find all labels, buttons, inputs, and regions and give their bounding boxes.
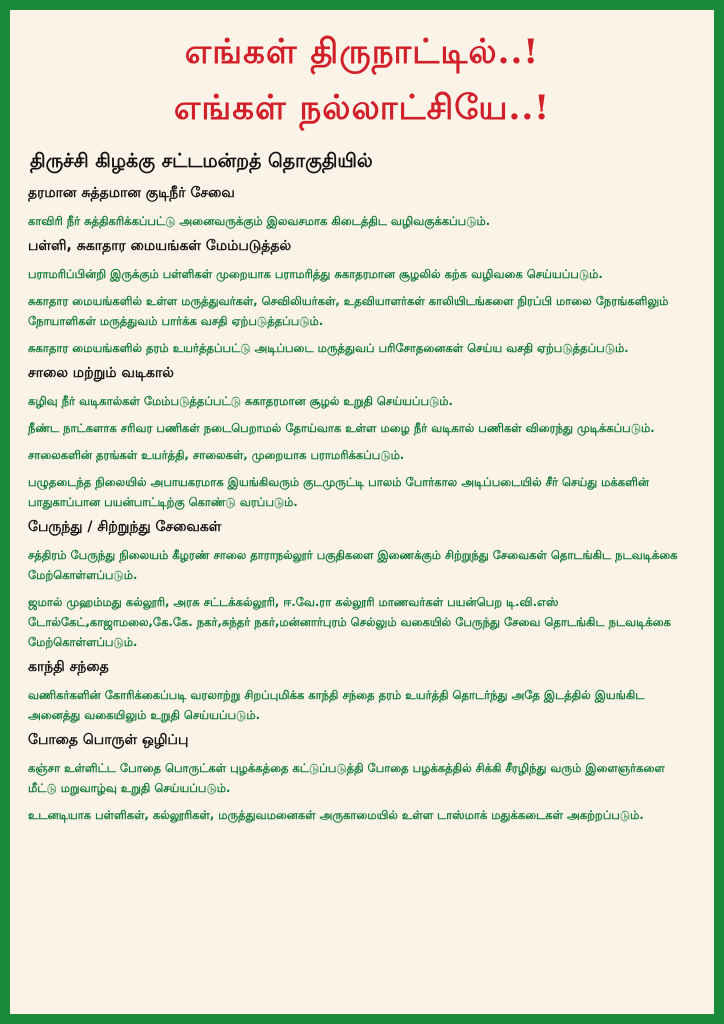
section-roads-drainage — [28, 365, 692, 512]
section-item: சத்திரம் பேருந்து நிலையம் கீழரண் சாலை தாராநல்லூர் பகுதிகளை இணைக்கும் சிற்றுந்து சேவைகள் தொடங்கிட நடவடிக்கை மேற்கொள்ளப்படும். — [28, 548, 678, 582]
section-item: கழிவு நீர் வடிகால்கள் மேம்படுத்தப்பட்டு சுகாதரமான சூழல் உறுதி செய்யப்படும். — [28, 394, 453, 408]
section-bus-services — [28, 519, 692, 652]
constituency-heading: திருச்சி கிழக்கு சட்டமன்றத் தொகுதியில் — [30, 150, 373, 172]
section-title: சாலை மற்றும் வடிகால் — [28, 365, 174, 381]
section-item: பழுதடைந்த நிலையில் அபாயகரமாக இயங்கிவரும் குடமுருட்டி பாலம் போர்கால அடிப்படையில் சீர் செய்து மக்களின் பாதுகாப்பான பயன்பாட்டிற்கு கொண்டு வரப்படும். — [28, 475, 649, 509]
headline-line-1: எங்கள் திருநாட்டில்..! — [184, 32, 540, 72]
section-drug-eradication — [28, 732, 692, 825]
section-item: உடனடியாக பள்ளிகள், கல்லூரிகள், மருத்துவமனைகள் அருகாமையில் உள்ள டாஸ்மாக் மதுக்கடைகள் அகற்றப்படும். — [28, 808, 644, 822]
section-title: காந்தி சந்தை — [28, 659, 109, 675]
section-item: சாலைகளின் தரங்கள் உயர்த்தி, சாலைகள், முறையாக பராமரிக்கப்படும். — [28, 448, 405, 462]
section-drinking-water — [28, 185, 692, 231]
section-item: கஞ்சா உள்ளிட்ட போதை பொருட்கள் புழக்கத்தை கட்டுப்படுத்தி போதை பழக்கத்தில் சிக்கி சீரழிந்து வரும் இளைஞர்களை மீட்டு மறுவாழ்வு உறுதி செய்யப்படும். — [28, 761, 665, 795]
section-item: நீண்ட நாட்களாக சரிவர பணிகள் நடைபெறாமல் தோய்வாக உள்ள மழை நீர் வடிகால் பணிகள் விரைந்து முடிக்கப்படும். — [28, 421, 655, 435]
section-title: தரமான சுத்தமான குடிநீர் சேவை — [28, 185, 235, 201]
section-item: பராமரிப்பின்றி இருக்கும் பள்ளிகள் முறையாக பராமரித்து சுகாதரமான சூழலில் கற்க வழிவகை செய்யப்படும். — [28, 267, 603, 281]
headline-line-2: எங்கள் நல்லாட்சியே..! — [173, 88, 551, 128]
sections-container — [10, 185, 714, 825]
section-item: வணிகர்களின் கோரிக்கைப்படி வரலாற்று சிறப்புமிக்க காந்தி சந்தை தரம் உயர்த்தி தொடர்ந்து அதே இடத்தில் இயங்கிட அனைத்து வகையிலும் உறுதி செய்யப்படும். — [28, 688, 645, 722]
section-title: பள்ளி, சுகாதார மையங்கள் மேம்படுத்தல் — [28, 238, 292, 254]
section-gandhi-market — [28, 659, 692, 725]
section-item: ஜமால் முஹம்மது கல்லூரி, அரசு சட்டக்கல்லூரி, ஈ.வே.ரா கல்லூரி மாணவர்கள் பயன்பெற டி.வி.எஸ் டோல்கேட்,காஜாமலை,கே.கே. நகர்,சுந்தர் நகர்,மன்னார்புரம் செல்லும் வகையில் பேருந்து சேவை தொடங்கிட நடவடிக்கை மேற்கொள்ளப்படும். — [28, 595, 671, 649]
section-schools-health — [28, 238, 692, 358]
section-title: போதை பொருள் ஒழிப்பு — [28, 732, 189, 748]
section-item: சுகாதார மையங்களில் உள்ள மருத்துவர்கள், செவிலியர்கள், உதவியாளர்கள் காலியிடங்களை நிரப்பி மாலை நேரங்களிலும் நோயாளிகள் மருத்துவம் பார்க்க வசதி ஏற்படுத்தப்படும். — [28, 294, 669, 328]
section-item: காவிரி நீர் சுத்திகரிக்கப்பட்டு அனைவருக்கும் இலவசமாக கிடைத்திட வழிவகுக்கப்படும். — [28, 214, 491, 228]
section-title: பேருந்து / சிற்றுந்து சேவைகள் — [28, 519, 222, 535]
document-sheet — [10, 10, 714, 1014]
section-item: சுகாதார மையங்களில் தரம் உயர்த்தப்பட்டு அடிப்படை மருத்துவப் பரிசோதனைகள் செய்ய வசதி ஏற்படுத்தப்படும். — [28, 341, 629, 355]
